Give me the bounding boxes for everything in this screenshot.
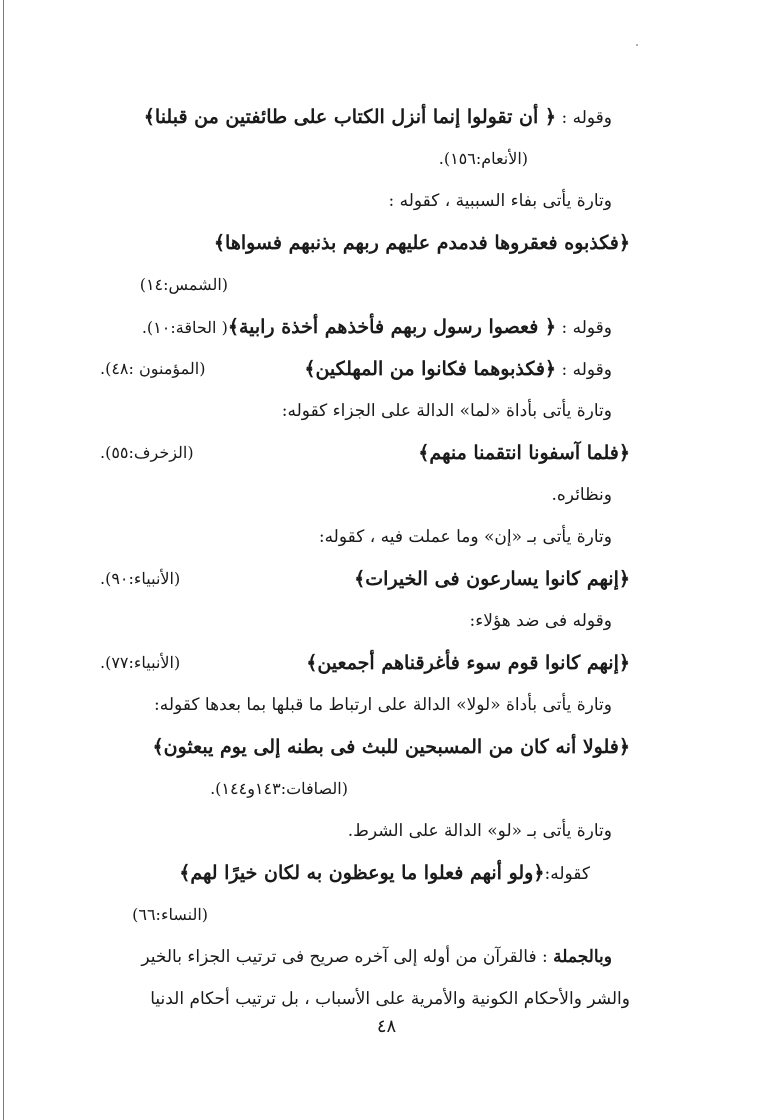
text-run: وتارة يأتى بـ «إن» وما عملت فيه ، كقوله:	[318, 527, 612, 547]
quran-quote: ﴿إنهم كانوا قوم سوء فأغرقناهم أجمعين﴾	[306, 652, 630, 674]
text-run: كقوله:	[544, 864, 590, 884]
text-run: وقوله فى ضد هؤلاء:	[469, 611, 612, 631]
page-edge-line	[3, 0, 4, 1120]
quran-quote: ﴿فكذبوهما فكانوا من المهلكين﴾	[304, 358, 557, 380]
quran-quote: ﴿ فعصوا رسول ربهم فأخذهم أخذة رابية﴾	[227, 316, 557, 338]
text-line-20	[98, 894, 630, 936]
text-run: : فالقرآن من أوله إلى آخره صريح فى ترتيب الجزاء بالخير	[141, 947, 554, 967]
verse-reference: (الأنبياء:٩٠).	[100, 569, 181, 588]
text-run: ونظائره.	[551, 485, 612, 505]
quran-quote: ﴿فلولا أنه كان من المسبحين للبث فى بطنه إلى يوم يبعثون﴾	[152, 736, 630, 758]
verse-reference: (المؤمنون :٤٨).	[100, 359, 206, 378]
text-line-5	[98, 264, 630, 306]
text-line-15	[98, 684, 630, 726]
text-line-11	[98, 516, 630, 558]
text-line-14	[98, 642, 630, 684]
verse-reference: (النساء:٦٦)	[132, 905, 208, 924]
page-body	[98, 96, 630, 1020]
text-group	[304, 348, 612, 390]
text-line-22	[98, 978, 630, 1020]
text-line-19	[98, 852, 630, 894]
text-run: وتارة يأتى بأداة «لولا» الدالة على ارتباط ما قبلها بما بعدها كقوله:	[154, 695, 612, 715]
quran-quote: ﴿فكذبوه فعقروها فدمدم عليهم ربهم بذنبهم فسواها﴾	[213, 232, 630, 254]
text-line-21	[98, 936, 630, 978]
text-run: وتارة يأتى بأداة «لما» الدالة على الجزاء كقوله:	[281, 401, 612, 421]
text-line-1	[98, 96, 630, 138]
text-line-6	[98, 306, 630, 348]
text-line-4	[98, 222, 630, 264]
text-line-13	[98, 600, 630, 642]
text-line-2	[98, 138, 630, 180]
quran-quote: ﴿إنهم كانوا يسارعون فى الخيرات﴾	[354, 568, 630, 590]
verse-reference: (الزخرف:٥٥).	[100, 443, 194, 462]
quran-quote: ﴿فلما آسفونا انتقمنا منهم﴾	[418, 442, 630, 464]
verse-reference: (الصافات:١٤٣و١٤٤).	[210, 779, 348, 798]
quran-quote: ﴿ولو أنهم فعلوا ما يوعظون به لكان خيرًا لهم﴾	[179, 862, 545, 884]
quran-quote: ﴿ أن تقولوا إنما أنزل الكتاب على طائفتين من قبلنا﴾	[143, 106, 557, 128]
text-run: وقوله :	[556, 318, 612, 338]
text-line-8	[98, 390, 630, 432]
text-line-17	[98, 768, 630, 810]
text-line-18	[98, 810, 630, 852]
verse-reference: ( الحاقة:١٠).	[141, 318, 228, 337]
text-line-10	[98, 474, 630, 516]
text-line-7	[98, 348, 630, 390]
text-run: وقوله :	[556, 108, 612, 128]
text-run: والشر والأحكام الكونية والأمرية على الأسباب ، بل ترتيب أحكام الدنيا	[150, 989, 630, 1009]
verse-reference: (الأنبياء:٧٧).	[100, 653, 181, 672]
scan-speck	[636, 44, 638, 46]
lead-term: وبالجملة	[553, 947, 612, 967]
verse-reference: (الشمس:١٤)	[139, 275, 228, 294]
text-run: وقوله :	[556, 360, 612, 380]
text-run: وتارة يأتى بفاء السببية ، كقوله :	[388, 191, 612, 211]
text-line-12	[98, 558, 630, 600]
text-line-9	[98, 432, 630, 474]
page-number: ٤٨	[376, 1016, 397, 1037]
text-line-3	[98, 180, 630, 222]
verse-reference: (الأنعام:١٥٦).	[438, 149, 528, 168]
text-run: وتارة يأتى بـ «لو» الدالة على الشرط.	[347, 821, 612, 841]
text-line-16	[98, 726, 630, 768]
